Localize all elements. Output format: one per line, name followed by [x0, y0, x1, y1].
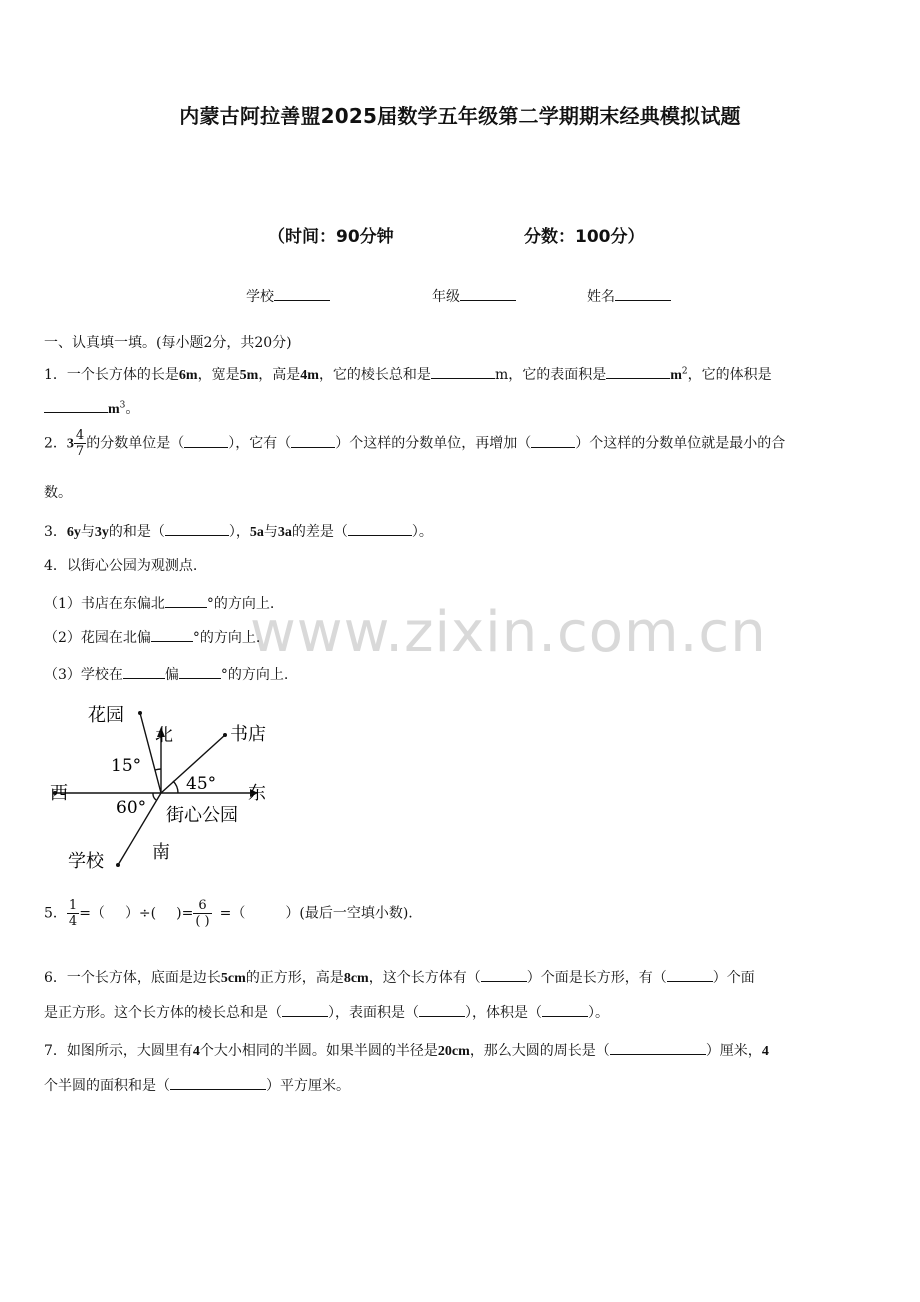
garden-point: [138, 711, 142, 715]
answer-blank[interactable]: [431, 362, 495, 379]
answer-blank[interactable]: [667, 965, 713, 982]
fraction: $\frac{6}{( )}$: [195, 898, 210, 929]
question-5: 5． $\frac{1}{4}$ =（ ）÷( )= $\frac{6}{( )}$ =（ ）(最后一空填小数).: [44, 898, 413, 929]
question-7-line-1: 7．如图所示，大圆里有4个大小相同的半圆。如果半圆的半径是20cm，那么大圆的周长是（ ）厘米，4: [44, 1038, 769, 1060]
label-angle-45: 45°: [186, 774, 217, 794]
answer-blank[interactable]: [542, 1000, 588, 1017]
label-angle-15: 15°: [111, 756, 142, 776]
question-6-line-2: 是正方形。这个长方体的棱长总和是（ ），表面积是（ ），体积是（ ）。: [44, 1000, 609, 1022]
answer-blank[interactable]: [348, 519, 412, 536]
question-1-line-1: 1．一个长方体的长是6m，宽是5m，高是4m，它的棱长总和是 m，它的表面积是 $m^2$，它的体积是: [44, 362, 772, 384]
fraction: $\frac{1}{4}$: [68, 898, 78, 929]
question-4-part-1: （1）书店在东偏北 °的方向上.: [44, 591, 274, 613]
watermark: www.zixin.com.cn: [250, 600, 767, 665]
question-4-part-2: （2）花园在北偏 °的方向上.: [44, 625, 260, 647]
label-bookstore: 书店: [230, 724, 266, 745]
answer-blank[interactable]: [151, 625, 193, 642]
label-garden: 花园: [88, 705, 124, 726]
angle-60-arc: [153, 793, 156, 800]
answer-blank[interactable]: [606, 362, 670, 379]
answer-blank[interactable]: [170, 1073, 266, 1090]
name-label: 姓名: [587, 289, 615, 305]
question-1-line-2: $m^3$。: [44, 396, 139, 418]
school-field[interactable]: [246, 284, 330, 306]
school-point: [116, 863, 120, 867]
school-blank[interactable]: [274, 284, 330, 301]
fraction: $\frac{4}{7}$: [75, 428, 85, 459]
label-south: 南: [152, 842, 170, 863]
bookstore-point: [223, 733, 227, 737]
answer-blank[interactable]: [165, 519, 229, 536]
name-blank[interactable]: [615, 284, 671, 301]
question-4-stem: 4．以街心公园为观测点.: [44, 558, 198, 574]
question-4-part-3: （3）学校在 偏 °的方向上.: [44, 662, 288, 684]
exam-score: 分数：100分）: [524, 227, 645, 247]
label-west: 西: [50, 783, 68, 804]
label-angle-60: 60°: [116, 798, 147, 818]
grade-field[interactable]: [432, 284, 516, 306]
answer-blank[interactable]: [123, 662, 165, 679]
label-school: 学校: [68, 851, 104, 872]
angle-15-arc: [155, 769, 161, 770]
answer-blank[interactable]: [531, 431, 575, 448]
answer-blank[interactable]: [419, 1000, 465, 1017]
question-2-line-2: 数。: [44, 485, 72, 501]
direction-diagram: [40, 695, 290, 885]
answer-blank[interactable]: [165, 591, 207, 608]
name-field[interactable]: [587, 284, 671, 306]
label-east: 东: [248, 783, 266, 804]
label-park: 街心公园: [166, 805, 238, 826]
label-north: 北: [155, 725, 173, 746]
question-3: 3．6y与3y的和是（ ），5a与3a的差是（ ）。: [44, 519, 433, 541]
angle-45-arc: [173, 781, 178, 793]
grade-label: 年级: [432, 289, 460, 305]
question-2-line-1: 2．3 $\frac{4}{7}$ 的分数单位是（ ），它有（ ）个这样的分数单位，再增加（ ）个这样的分数单位就是最小的合: [44, 428, 786, 459]
school-label: 学校: [246, 289, 274, 305]
answer-blank[interactable]: [481, 965, 527, 982]
question-7-line-2: 个半圆的面积和是（ ）平方厘米。: [44, 1073, 350, 1095]
exam-time: （时间：90分钟: [268, 227, 394, 247]
answer-blank[interactable]: [184, 431, 228, 448]
grade-blank[interactable]: [460, 284, 516, 301]
answer-blank[interactable]: [291, 431, 335, 448]
section-heading: 一、认真填一填。(每小题2分，共20分): [44, 335, 292, 351]
page-title: 内蒙古阿拉善盟2025届数学五年级第二学期期末经典模拟试题: [179, 104, 741, 128]
answer-blank[interactable]: [44, 396, 108, 413]
answer-blank[interactable]: [179, 662, 221, 679]
answer-blank[interactable]: [282, 1000, 328, 1017]
question-6-line-1: 6．一个长方体，底面是边长5cm的正方形，高是8cm，这个长方体有（ ）个面是长方形，有（ ）个面: [44, 965, 755, 987]
answer-blank[interactable]: [610, 1038, 706, 1055]
